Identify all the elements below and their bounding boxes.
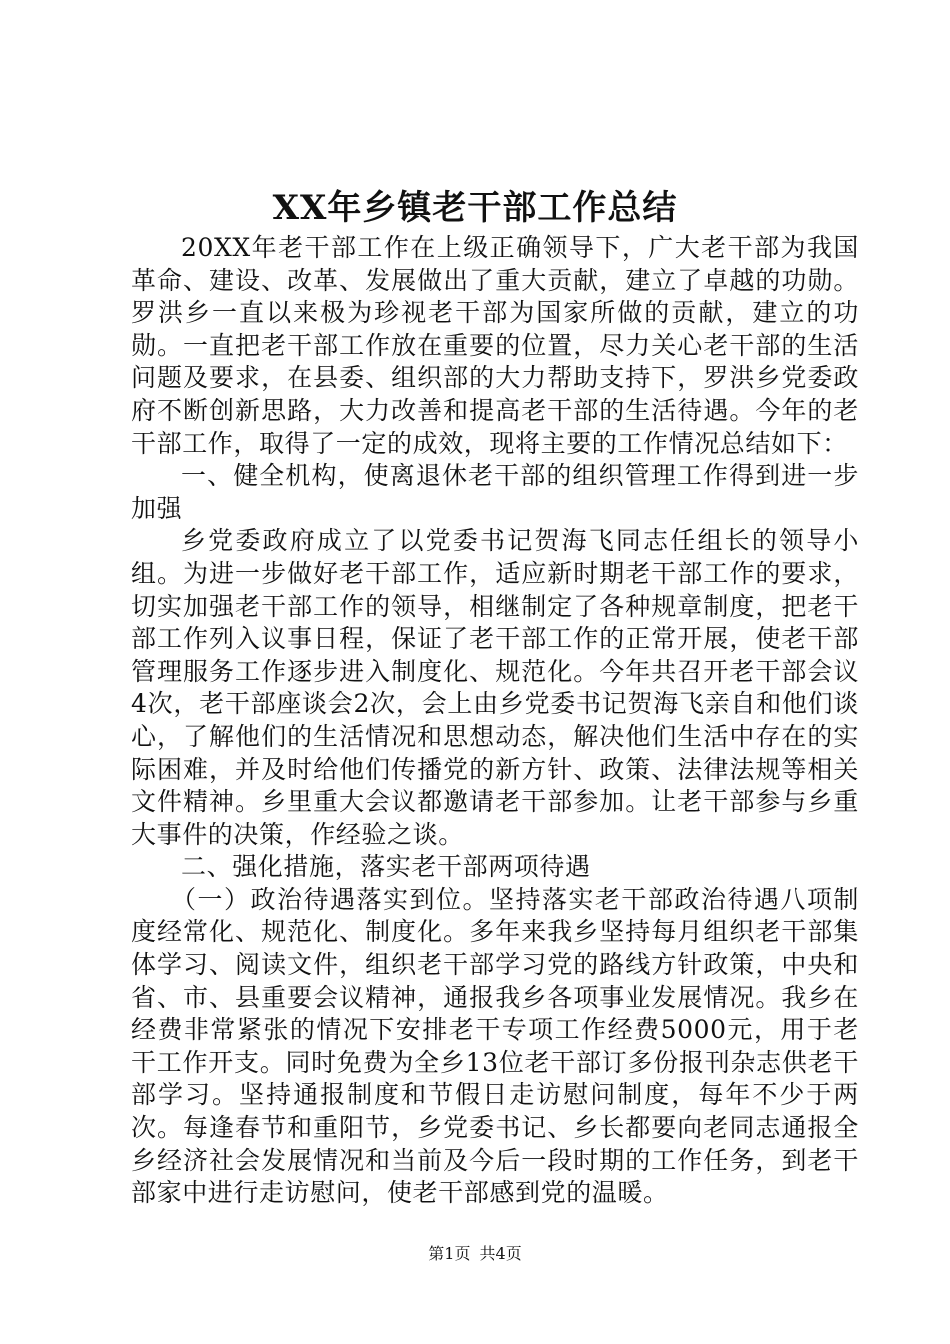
paragraph-section-1: 乡党委政府成立了以党委书记贺海飞同志任组长的领导小组。为进一步做好老干部工作，适应新时期老干部工作的要求，切实加强老干部工作的领导，相继制定了各种规章制度，把老干部工作列入议事日程，保证了老干部工作的正常开展，使老干部管理服务工作逐步进入制度化、规范化。今年共召开老干部会议4次，老干部座谈会2次，会上由乡党委书记贺海飞亲自和他们谈心，了解他们的生活情况和思想动态，解决他们生活中存在的实际困难，并及时给他们传播党的新方针、政策、法律法规等相关文件精神。乡里重大会议都邀请老干部参加。让老干部参与乡重大事件的决策，作经验之谈。 xyxy=(131,526,859,849)
document-title: XX年乡镇老干部工作总结 xyxy=(272,188,678,228)
section-heading-2: 二、强化措施，落实老干部两项待遇 xyxy=(181,852,591,882)
page-number-current: 第1页 xyxy=(428,1244,471,1263)
paragraph-intro: 20XX年老干部工作在上级正确领导下，广大老干部为我国革命、建设、改革、发展做出了重大贡献，建立了卓越的功勋。罗洪乡一直以来极为珍视老干部为国家所做的贡献，建立的功勋。一直把老干部工作放在重要的位置，尽力关心老干部的生活问题及要求，在县委、组织部的大力帮助支持下，罗洪乡党委政府不断创新思路，大力改善和提高老干部的生活待遇。今年的老干部工作，取得了一定的成效，现将主要的工作情况总结如下： xyxy=(131,233,859,458)
page-number-total: 共4页 xyxy=(479,1244,522,1263)
section-heading-1: 一、健全机构，使离退休老干部的组织管理工作得到进一步加强 xyxy=(131,461,859,523)
page-footer xyxy=(0,1242,950,1266)
paragraph-section-2-1: （一）政治待遇落实到位。坚持落实老干部政治待遇八项制度经常化、规范化、制度化。多年来我乡坚持每月组织老干部集体学习、阅读文件，组织老干部学习党的路线方针政策，中央和省、市、县重要会议精神，通报我乡各项事业发展情况。我乡在经费非常紧张的情况下安排老干专项工作经费5000元，用于老干工作开支。同时免费为全乡13位老干部订多份报刊杂志供老干部学习。坚持通报制度和节假日走访慰问制度，每年不少于两次。每逢春节和重阳节，乡党委书记、乡长都要向老同志通报全乡经济社会发展情况和当前及今后一段时期的工作任务，到老干部家中进行走访慰问，使老干部感到党的温暖。 xyxy=(131,884,859,1208)
document-body xyxy=(131,232,859,1210)
